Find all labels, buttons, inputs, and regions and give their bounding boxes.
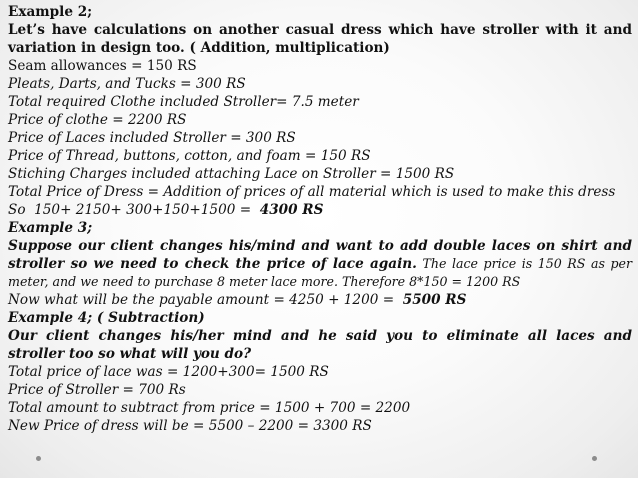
total-cloth: Total required Clothe included Stroller= 7.5 meter <box>8 94 359 110</box>
sum-result: 4300 RS <box>259 202 324 218</box>
example-3-paragraph <box>8 237 632 291</box>
example-3-bold-text: Suppose our client changes his/mind and want to add double laces on shirt and stroller so we need to check the price of lace again. <box>8 238 632 272</box>
payable-line <box>8 291 632 309</box>
price-of-cloth: Price of clothe = 2200 RS <box>8 112 187 128</box>
slide-content <box>8 3 632 435</box>
payable-result: 5500 RS <box>402 292 467 308</box>
seam-allowances: Seam allowances = 150 RS <box>8 58 197 74</box>
example-2-heading: Example 2; <box>8 4 93 20</box>
price-of-thread: Price of Thread, buttons, cotton, and foam = 150 RS <box>8 148 371 164</box>
pleats-darts-tucks: Pleats, Darts, and Tucks = 300 RS <box>8 76 246 92</box>
example-3-heading: Example 3; <box>8 220 93 236</box>
stitching-charges: Stiching Charges included attaching Lace on Stroller = 1500 RS <box>8 166 455 182</box>
example-4-intro: Our client changes his/her mind and he said you to eliminate all laces and stroller too so what will you do? <box>8 328 632 362</box>
sum-line <box>8 201 632 219</box>
price-of-laces: Price of Laces included Stroller = 300 RS <box>8 130 296 146</box>
total-price-of-lace: Total price of lace was = 1200+300= 1500 RS <box>8 364 329 380</box>
example-2-intro: Let’s have calculations on another casual dress which have stroller with it and variation in design too. ( Addition, multiplication) <box>8 22 632 56</box>
price-of-stroller: Price of Stroller = 700 Rs <box>8 382 186 398</box>
sum-expression: So 150+ 2150+ 300+150+1500 = <box>8 202 260 218</box>
example-4-heading: Example 4; ( Subtraction) <box>8 310 205 326</box>
amount-to-subtract: Total amount to subtract from price = 1500 + 700 = 2200 <box>8 400 411 416</box>
decorative-dot-right <box>592 456 597 461</box>
payable-expression: Now what will be the payable amount = 4250 + 1200 = <box>8 292 403 308</box>
decorative-dot-left <box>36 456 41 461</box>
example-3-detail-text: The lace price is 150 RS as per meter, and we need to purchase 8 meter lace more. Therefore 8*150 = 1200 RS <box>8 256 633 289</box>
total-price-of-dress: Total Price of Dress = Addition of prices of all material which is used to make this dress <box>8 184 616 200</box>
new-price-of-dress: New Price of dress will be = 5500 – 2200 = 3300 RS <box>8 418 372 434</box>
